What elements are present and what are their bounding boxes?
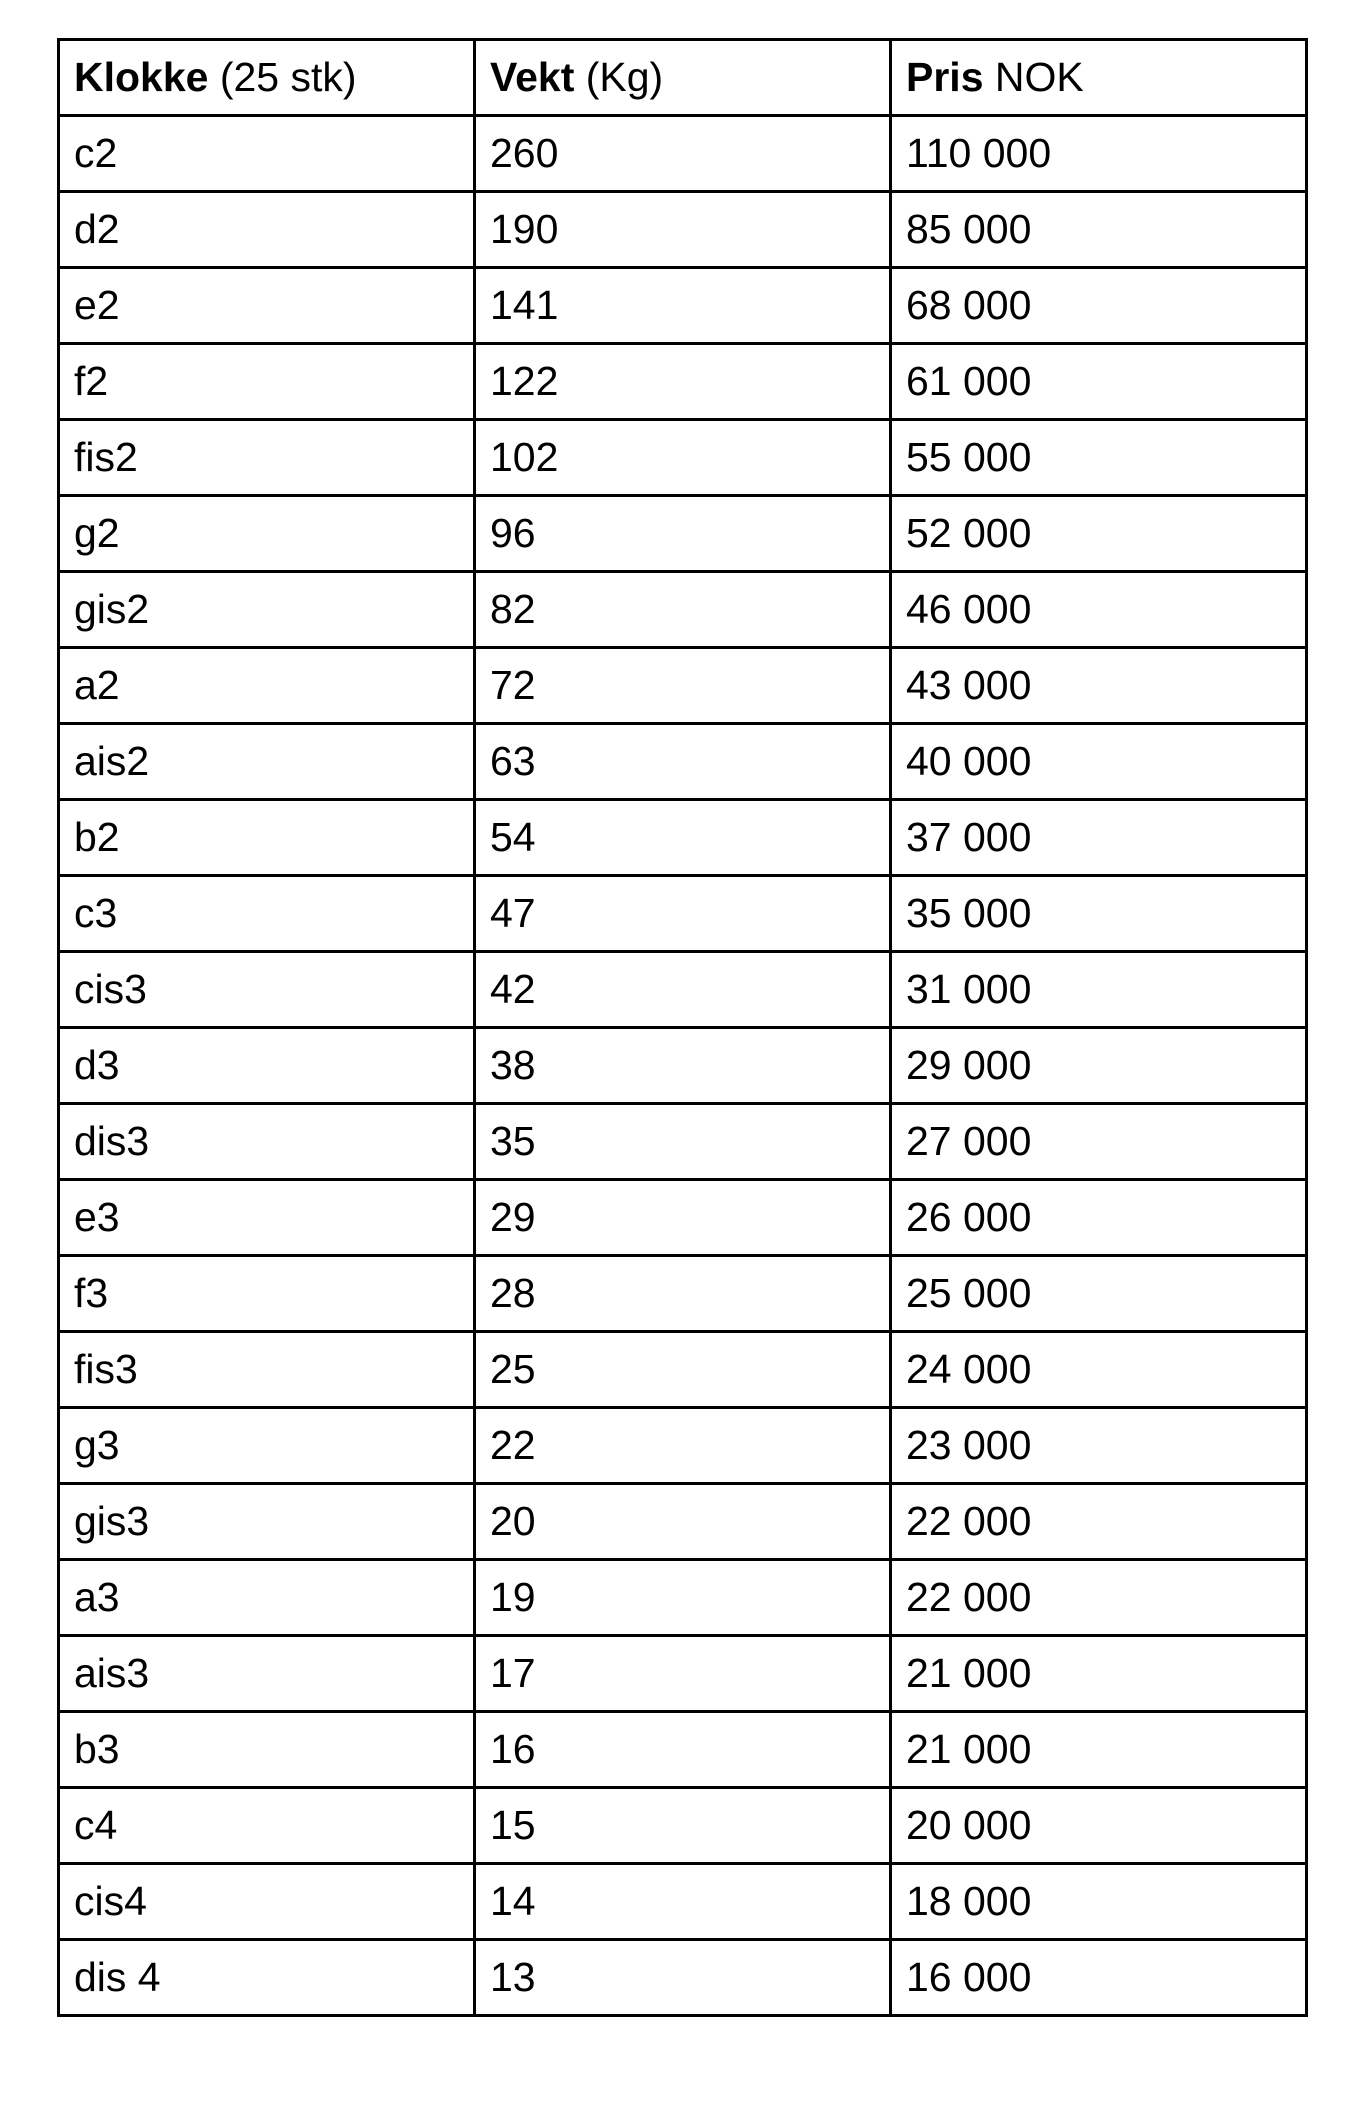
cell-vekt: 29 xyxy=(475,1180,891,1256)
cell-vekt: 25 xyxy=(475,1332,891,1408)
header-klokke-rest: (25 stk) xyxy=(208,54,357,100)
table-row xyxy=(59,1712,1307,1788)
cell-klokke: c3 xyxy=(59,876,475,952)
table-row xyxy=(59,1788,1307,1864)
table-row xyxy=(59,572,1307,648)
table-row xyxy=(59,192,1307,268)
cell-pris: 22 000 xyxy=(891,1484,1307,1560)
cell-klokke: fis3 xyxy=(59,1332,475,1408)
cell-pris: 110 000 xyxy=(891,116,1307,192)
cell-vekt: 72 xyxy=(475,648,891,724)
cell-pris: 23 000 xyxy=(891,1408,1307,1484)
cell-klokke: a3 xyxy=(59,1560,475,1636)
cell-pris: 26 000 xyxy=(891,1180,1307,1256)
cell-klokke: c2 xyxy=(59,116,475,192)
cell-pris: 29 000 xyxy=(891,1028,1307,1104)
bell-price-table xyxy=(57,38,1308,2017)
cell-vekt: 96 xyxy=(475,496,891,572)
cell-pris: 22 000 xyxy=(891,1560,1307,1636)
cell-klokke: e3 xyxy=(59,1180,475,1256)
cell-pris: 35 000 xyxy=(891,876,1307,952)
table-row xyxy=(59,1408,1307,1484)
cell-klokke: cis3 xyxy=(59,952,475,1028)
cell-pris: 40 000 xyxy=(891,724,1307,800)
table-row xyxy=(59,344,1307,420)
table-row xyxy=(59,420,1307,496)
cell-pris: 52 000 xyxy=(891,496,1307,572)
cell-klokke: gis3 xyxy=(59,1484,475,1560)
table-row xyxy=(59,800,1307,876)
cell-vekt: 141 xyxy=(475,268,891,344)
cell-vekt: 28 xyxy=(475,1256,891,1332)
cell-vekt: 14 xyxy=(475,1864,891,1940)
cell-vekt: 102 xyxy=(475,420,891,496)
cell-klokke: g3 xyxy=(59,1408,475,1484)
cell-klokke: gis2 xyxy=(59,572,475,648)
header-vekt-bold: Vekt xyxy=(490,54,575,100)
cell-vekt: 82 xyxy=(475,572,891,648)
cell-vekt: 20 xyxy=(475,1484,891,1560)
cell-klokke: dis3 xyxy=(59,1104,475,1180)
table-row xyxy=(59,952,1307,1028)
table-row xyxy=(59,1028,1307,1104)
cell-klokke: f3 xyxy=(59,1256,475,1332)
cell-pris: 37 000 xyxy=(891,800,1307,876)
cell-klokke: c4 xyxy=(59,1788,475,1864)
cell-vekt: 260 xyxy=(475,116,891,192)
cell-vekt: 190 xyxy=(475,192,891,268)
table-row xyxy=(59,1940,1307,2016)
header-klokke-bold: Klokke xyxy=(74,54,209,100)
table-row xyxy=(59,1256,1307,1332)
header-row xyxy=(59,40,1307,116)
cell-pris: 46 000 xyxy=(891,572,1307,648)
cell-klokke: dis 4 xyxy=(59,1940,475,2016)
cell-klokke: d3 xyxy=(59,1028,475,1104)
cell-vekt: 63 xyxy=(475,724,891,800)
table-row xyxy=(59,724,1307,800)
cell-klokke: cis4 xyxy=(59,1864,475,1940)
cell-klokke: ais3 xyxy=(59,1636,475,1712)
table-header xyxy=(59,40,1307,116)
cell-pris: 68 000 xyxy=(891,268,1307,344)
table-row xyxy=(59,268,1307,344)
cell-pris: 85 000 xyxy=(891,192,1307,268)
header-vekt-rest: (Kg) xyxy=(574,54,664,100)
cell-pris: 18 000 xyxy=(891,1864,1307,1940)
table-row xyxy=(59,1180,1307,1256)
cell-vekt: 13 xyxy=(475,1940,891,2016)
header-pris-bold: Pris xyxy=(906,54,984,100)
cell-pris: 16 000 xyxy=(891,1940,1307,2016)
cell-pris: 24 000 xyxy=(891,1332,1307,1408)
header-pris xyxy=(891,40,1307,116)
cell-pris: 20 000 xyxy=(891,1788,1307,1864)
cell-pris: 31 000 xyxy=(891,952,1307,1028)
cell-vekt: 47 xyxy=(475,876,891,952)
cell-klokke: f2 xyxy=(59,344,475,420)
cell-vekt: 122 xyxy=(475,344,891,420)
cell-pris: 27 000 xyxy=(891,1104,1307,1180)
table-row xyxy=(59,116,1307,192)
table-row xyxy=(59,1484,1307,1560)
table-row xyxy=(59,1332,1307,1408)
table-row xyxy=(59,496,1307,572)
cell-klokke: b3 xyxy=(59,1712,475,1788)
table-row xyxy=(59,648,1307,724)
cell-vekt: 16 xyxy=(475,1712,891,1788)
table-body xyxy=(59,116,1307,2016)
cell-pris: 61 000 xyxy=(891,344,1307,420)
cell-vekt: 42 xyxy=(475,952,891,1028)
cell-klokke: g2 xyxy=(59,496,475,572)
cell-vekt: 17 xyxy=(475,1636,891,1712)
table-row xyxy=(59,1560,1307,1636)
cell-pris: 55 000 xyxy=(891,420,1307,496)
cell-pris: 21 000 xyxy=(891,1712,1307,1788)
cell-vekt: 22 xyxy=(475,1408,891,1484)
cell-vekt: 15 xyxy=(475,1788,891,1864)
table-row xyxy=(59,1104,1307,1180)
cell-vekt: 19 xyxy=(475,1560,891,1636)
cell-vekt: 54 xyxy=(475,800,891,876)
cell-pris: 43 000 xyxy=(891,648,1307,724)
table-row xyxy=(59,1636,1307,1712)
cell-klokke: a2 xyxy=(59,648,475,724)
cell-klokke: fis2 xyxy=(59,420,475,496)
cell-vekt: 35 xyxy=(475,1104,891,1180)
header-pris-rest: NOK xyxy=(983,54,1084,100)
header-vekt xyxy=(475,40,891,116)
table-row xyxy=(59,1864,1307,1940)
table-row xyxy=(59,876,1307,952)
cell-pris: 21 000 xyxy=(891,1636,1307,1712)
cell-klokke: e2 xyxy=(59,268,475,344)
header-klokke xyxy=(59,40,475,116)
cell-klokke: d2 xyxy=(59,192,475,268)
cell-pris: 25 000 xyxy=(891,1256,1307,1332)
cell-vekt: 38 xyxy=(475,1028,891,1104)
cell-klokke: b2 xyxy=(59,800,475,876)
cell-klokke: ais2 xyxy=(59,724,475,800)
